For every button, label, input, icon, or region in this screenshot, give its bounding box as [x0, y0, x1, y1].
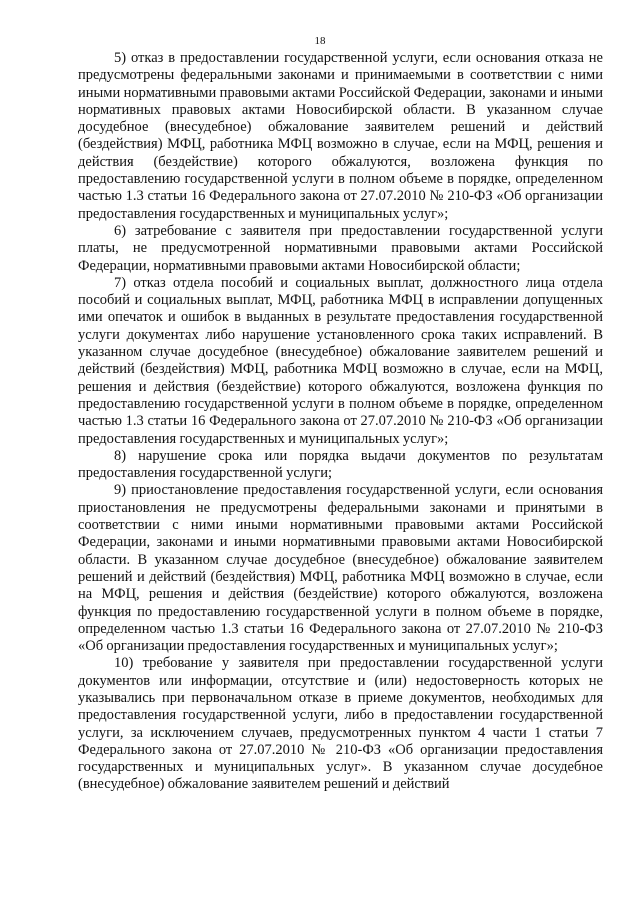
document-body [78, 50, 603, 794]
paragraph-item-5: 5) отказ в предоставлении государственной услуги, если основания отказа не предусмотрены федеральными законами и принимаемыми в соответствии с ними иными нормативными правовыми актами Российской Федерации, законами и иными нормативных правовых актами Новосибирской области. В указанном случае досудебное (внесудебное) обжалование заявителем решений и действий (бездействия) МФЦ, работника МФЦ возможно в случае, если на МФЦ, решения и действия (бездействие) которого обжалуются, возложена функция по предоставлению государственной услуги в полном объеме в порядке, определенном частью 1.3 статьи 16 Федерального закона от 27.07.2010 № 210-ФЗ «Об организации предоставления государственных и муниципальных услуг»; [78, 50, 603, 222]
paragraph-item-9: 9) приостановление предоставления государственной услуги, если основания приостановления не предусмотрены федеральными законами и принятыми в соответствии с ними иными нормативными правовыми актами Российской Федерации, законами и иными нормативными правовыми актами Новосибирской области. В указанном случае досудебное (внесудебное) обжалование заявителем решений и действий (бездействия) МФЦ, работника МФЦ возможно в случае, если на МФЦ, решения и действия (бездействие) которого обжалуются, возложена функция по предоставлению государственной услуги в полном объеме в порядке, определенном частью 1.3 статьи 16 Федерального закона от 27.07.2010 № 210-ФЗ «Об организации предоставления государственных и муниципальных услуг»; [78, 482, 603, 655]
page-number: 18 [314, 35, 326, 47]
paragraph-item-10: 10) требование у заявителя при предоставлении государственной услуги документов или информации, отсутствие и (или) недостоверность которых не указывались при первоначальном отказе в приеме документов, необходимых для предоставления государственной услуги, либо в предоставлении государственной услуги, за исключением случаев, предусмотренных пунктом 4 части 1 статьи 7 Федерального закона от 27.07.2010 № 210-ФЗ «Об организации предоставления государственных и муниципальных услуг». В указанном случае досудебное (внесудебное) обжалование заявителем решений и действий [78, 655, 603, 793]
paragraph-item-6: 6) затребование с заявителя при предоставлении государственной услуги платы, не предусмотренной нормативными правовыми актами Российской Федерации, нормативными правовыми актами Новосибирской области; [78, 222, 603, 274]
paragraph-item-7: 7) отказ отдела пособий и социальных выплат, должностного лица отдела пособий и социальных выплат, МФЦ, работника МФЦ в исправлении допущенных ими опечаток и ошибок в выданных в результате предоставления государственной услуги документах либо нарушение установленного срока таких исправлений. В указанном случае досудебное (внесудебное) обжалование заявителем решений и действий (бездействия) МФЦ, работника МФЦ возможно в случае, если на МФЦ, решения и действия (бездействие) которого обжалуются, возложена функция по предоставлению государственной услуги в полном объеме в порядке, определенном частью 1.3 статьи 16 Федерального закона от 27.07.2010 № 210-ФЗ «Об организации предоставления государственных и муниципальных услуг»; [78, 274, 603, 447]
paragraph-item-8: 8) нарушение срока или порядка выдачи документов по результатам предоставления государственной услуги; [78, 447, 603, 482]
